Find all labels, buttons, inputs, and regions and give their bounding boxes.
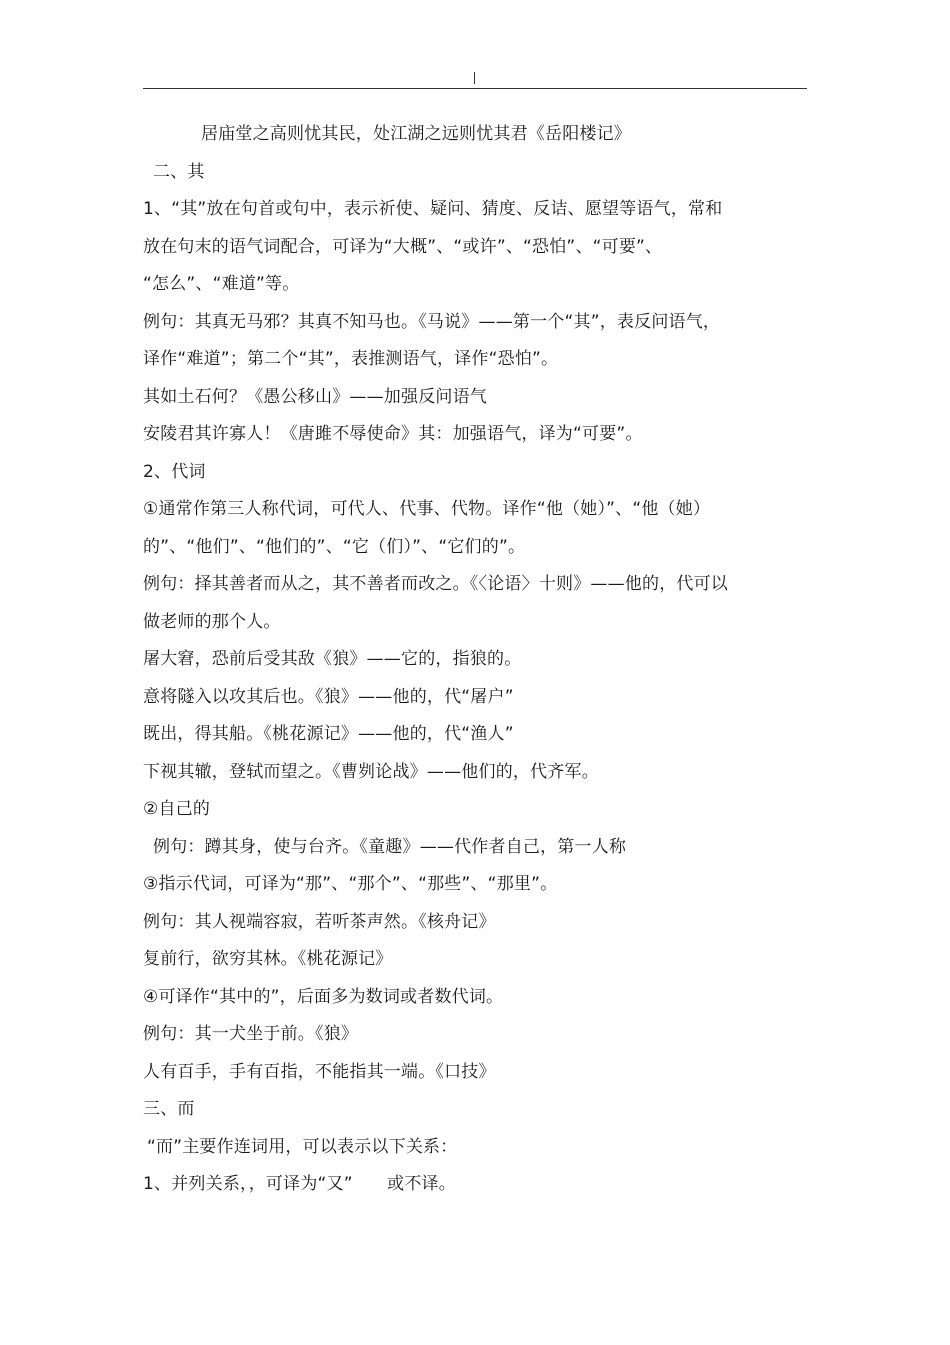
text-line: ①通常作第三人称代词，可代人、代事、代物。译作“他（她）”、“他（她） (143, 499, 711, 519)
subheading-line: ④可译作“其中的”，后面多为数词或者数代词。 (143, 986, 504, 1007)
example-line: 例句：蹲其身，使与台齐。《童趣》——代作者自己，第一人称 (153, 836, 627, 857)
subheading-line: 2、代词 (143, 461, 206, 482)
example-line: 例句：其人视端容寂，若听茶声然。《核舟记》 (143, 911, 496, 932)
example-line: 下视其辙，登轼而望之。《曹刿论战》——他们的，代齐军。 (143, 761, 599, 782)
quote-line: 居庙堂之高则忧其民，处江湖之远则忧其君《岳阳楼记》 (201, 124, 631, 144)
text-line: 做老师的那个人。 (143, 611, 281, 632)
example-line: 例句：其真无马邪？其真不知马也。《马说》——第一个“其”，表反问语气， (143, 311, 721, 332)
example-line: 人有百手，手有百指，不能指其一端。《口技》 (143, 1061, 496, 1082)
example-line: 其如土石何？《愚公移山》——加强反问语气 (143, 386, 487, 407)
text-line: 放在句末的语气词配合，可译为“大概”、“或许”、“恐怕”、“可要”、 (143, 236, 663, 257)
header-mark (474, 72, 475, 84)
example-line: 既出，得其船。《桃花源记》——他的，代“渔人” (143, 724, 514, 744)
text-line: 1、“其”放在句首或句中，表示祈使、疑问、猜度、反诘、愿望等语气，常和 (143, 199, 723, 219)
example-line: 安陵君其许寡人！《唐雎不辱使命》其：加强语气，译为“可要”。 (143, 424, 643, 444)
subheading-line: ③指示代词，可译为“那”、“那个”、“那些”、“那里”。 (143, 874, 558, 894)
example-line: 意将隧入以攻其后也。《狼》——他的，代“屠户” (143, 686, 514, 707)
document-body (143, 116, 807, 1204)
text-line: “怎么”、“难道”等。 (143, 274, 300, 294)
example-line: 复前行，欲穷其林。《桃花源记》 (143, 949, 393, 969)
subheading-line: 1、并列关系，，可译为“又” 或不译。 (143, 1174, 456, 1194)
text-line: 的”、“他们”、“他们的”、“它（们）”、“它们的”。 (143, 536, 526, 557)
text-line: 译作“难道”；第二个“其”，表推测语气，译作“恐怕”。 (143, 349, 559, 369)
subheading-line: ②自己的 (143, 799, 211, 819)
section-heading-qi: 二、其 (153, 161, 205, 182)
example-line: 屠大窘，恐前后受其敌《狼》——它的，指狼的。 (143, 649, 522, 669)
example-line: 例句：择其善者而从之，其不善者而改之。《〈论语〉十则》——他的，代可以 (143, 574, 728, 594)
example-line: 例句：其一犬坐于前。《狼》 (143, 1024, 359, 1044)
section-heading-er: 三、而 (143, 1099, 195, 1119)
text-line: “而”主要作连词用，可以表示以下关系： (147, 1136, 458, 1157)
header-rule (143, 88, 807, 89)
